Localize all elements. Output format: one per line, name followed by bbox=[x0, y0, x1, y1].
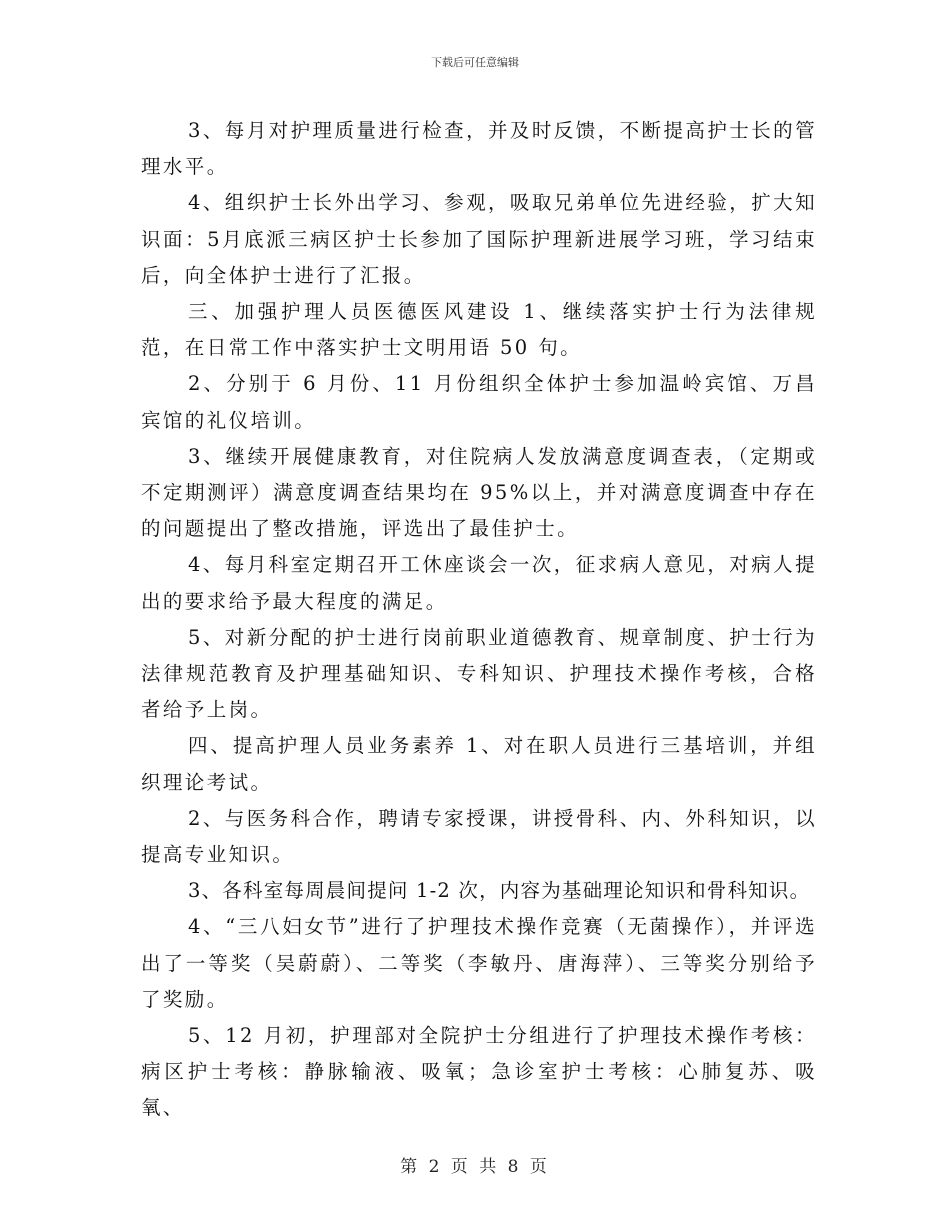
paragraph: 3、继续开展健康教育，对住院病人发放满意度调查表，（定期或不定期测评）满意度调查结果均在 95%以上，并对满意度调查中存在的问题提出了整改措施，评选出了最佳护士。 bbox=[141, 444, 817, 541]
paragraph: 四、提高护理人员业务素养 1、对在职人员进行三基培训，并组织理论考试。 bbox=[141, 734, 817, 794]
paragraph: 2、分别于 6 月份、11 月份组织全体护士参加温岭宾馆、万昌宾馆的礼仪培训。 bbox=[141, 372, 817, 432]
paragraph: 3、各科室每周晨间提问 1-2 次，内容为基础理论知识和骨科知识。 bbox=[188, 879, 811, 903]
page-header-note: 下载后可任意编辑 bbox=[431, 56, 519, 69]
paragraph: 5、对新分配的护士进行岗前职业道德教育、规章制度、护士行为法律规范教育及护理基础知识、专科知识、护理技术操作考核，合格者给予上岗。 bbox=[141, 625, 817, 722]
document-body bbox=[141, 113, 817, 1127]
paragraph: 4、每月科室定期召开工休座谈会一次，征求病人意见，对病人提出的要求给予最大程度的满足。 bbox=[141, 553, 817, 613]
paragraph: 4、组织护士长外出学习、参观，吸取兄弟单位先进经验，扩大知识面：5月底派三病区护士长参加了国际护理新进展学习班，学习结束后，向全体护士进行了汇报。 bbox=[141, 191, 817, 287]
paragraph: 2、与医务科合作，聘请专家授课，讲授骨科、内、外科知识，以提高专业知识。 bbox=[141, 806, 817, 867]
paragraph: 三、加强护理人员医德医风建设 1、继续落实护士行为法律规范，在日常工作中落实护士文明用语 50 句。 bbox=[141, 300, 817, 360]
paragraph: 4、“三八妇女节”进行了护理技术操作竞赛（无菌操作），并评选出了一等奖（吴蔚蔚）、二等奖（李敏丹、唐海萍）、三等奖分别给予了奖励。 bbox=[141, 915, 817, 1011]
paragraph: 3、每月对护理质量进行检查，并及时反馈，不断提高护士长的管理水平。 bbox=[141, 119, 817, 179]
page-number: 第 2 页 共 8 页 bbox=[400, 1157, 550, 1177]
paragraph: 5、12 月初，护理部对全院护士分组进行了护理技术操作考核：病区护士考核：静脉输液、吸氧；急诊室护士考核：心肺复苏、吸氧、 bbox=[141, 1024, 817, 1120]
